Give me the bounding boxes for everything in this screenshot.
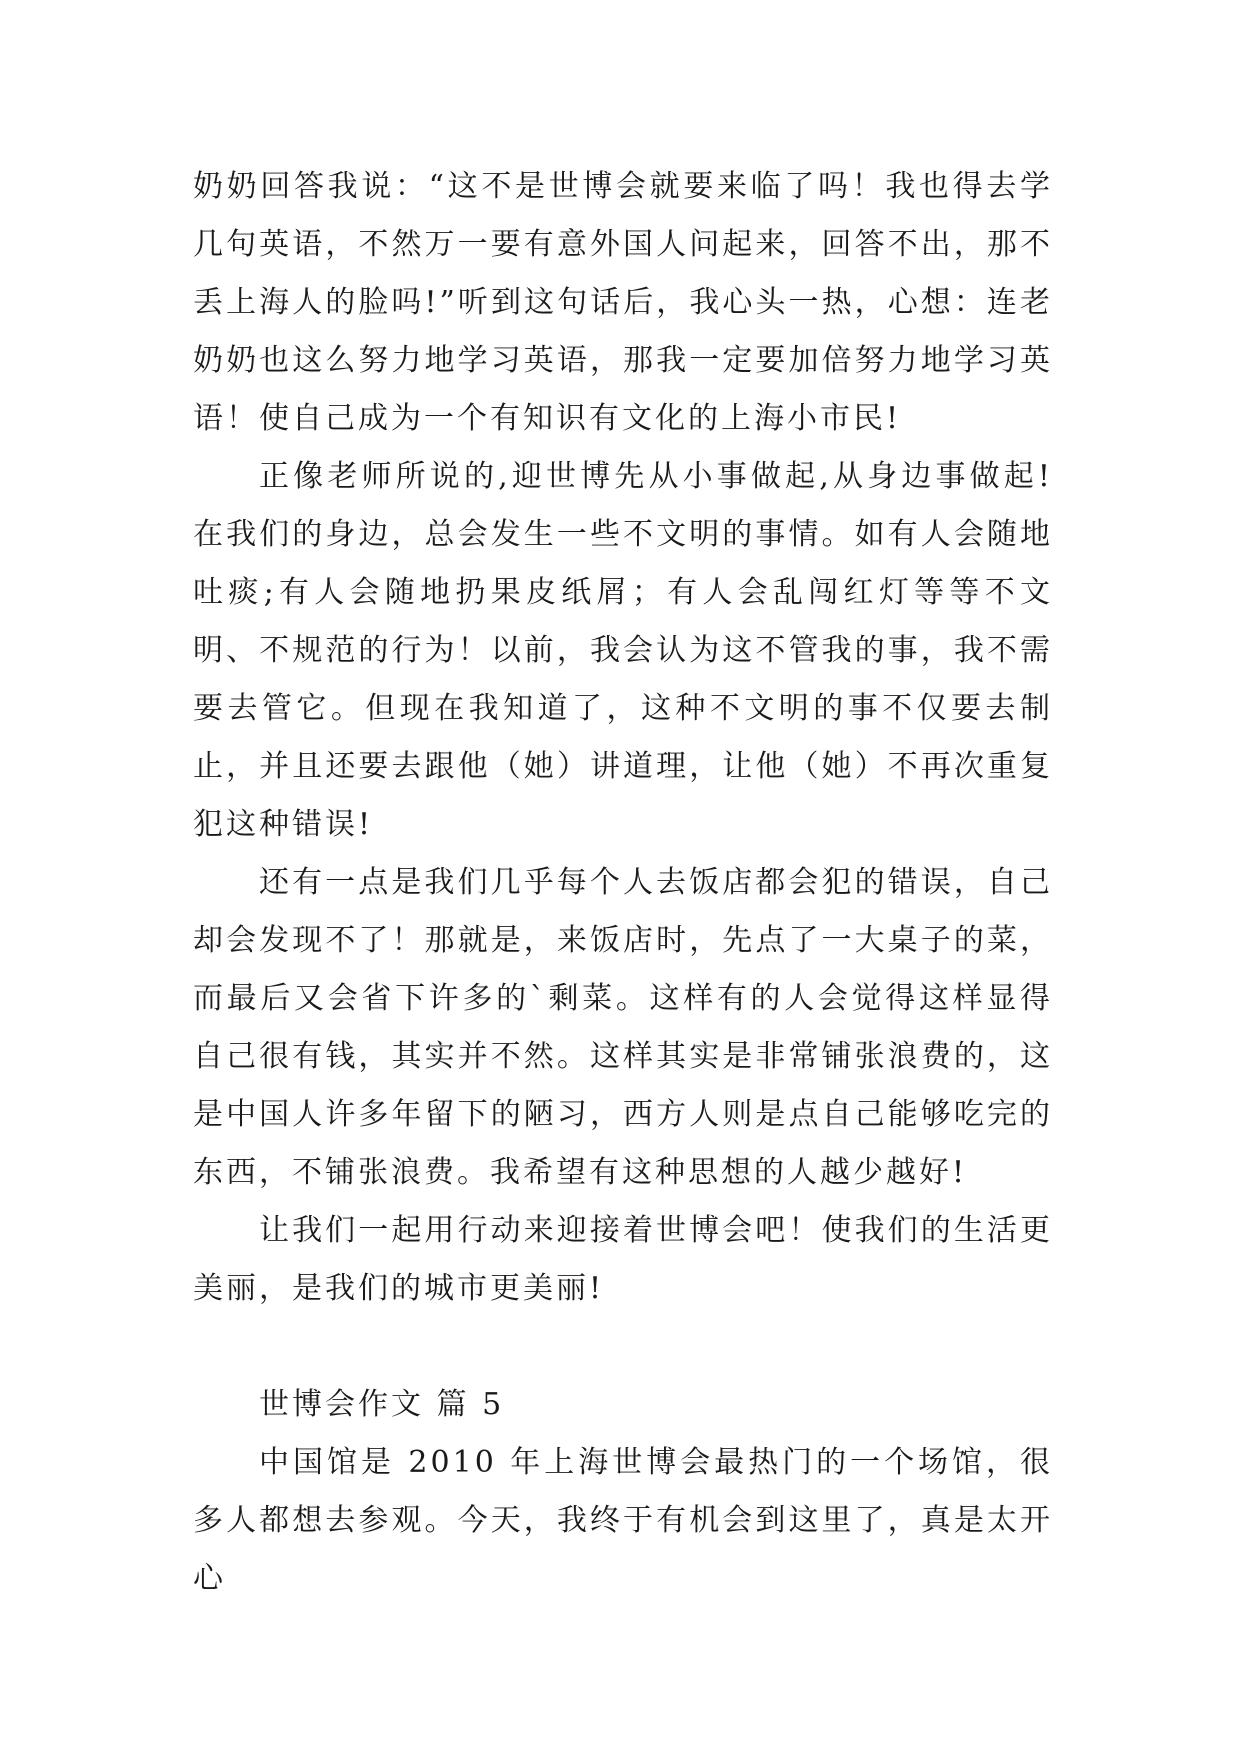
paragraph-conclusion: 让我们一起用行动来迎接着世博会吧！使我们的生活更美丽，是我们的城市更美丽! — [193, 1213, 1053, 1306]
paragraph-china-pavilion: 中国馆是 2010 年上海世博会最热门的一个场馆，很多人都想去参观。今天，我终于有机会到这里了，真是太开心 — [193, 1445, 1053, 1596]
paragraph-grandma-answer: 奶奶回答我说：“这不是世博会就要来临了吗！我也得去学几句英语，不然万一要有意外国人问起来，回答不出，那不丢上海人的脸吗!”听到这句话后，我心头一热，心想：连老奶奶也这么努力地学习英语，那我一定要加倍努力地学习英语！使自己成为一个有知识有文化的上海小市民! — [193, 169, 1053, 436]
section-spacer — [193, 1318, 1053, 1376]
document-body — [193, 158, 1053, 1608]
paragraph-restaurant-waste: 还有一点是我们几乎每个人去饭店都会犯的错误，自己却会发现不了！那就是，来饭店时，先点了一大桌子的菜，而最后又会省下许多的`剩菜。这样有的人会觉得这样显得自己很有钱，其实并不然。这样其实是非常铺张浪费的，这是中国人许多年留下的陋习，西方人则是点自己能够吃完的东西，不铺张浪费。我希望有这种思想的人越少越好! — [193, 865, 1053, 1190]
paragraph-civilized-behavior: 正像老师所说的,迎世博先从小事做起,从身边事做起!在我们的身边，总会发生一些不文明的事情。如有人会随地吐痰;有人会随地扔果皮纸屑；有人会乱闯红灯等等不文明、不规范的行为！以前，我会认为这不管我的事，我不需要去管它。但现在我知道了，这种不文明的事不仅要去制止，并且还要去跟他（她）讲道理，让他（她）不再次重复犯这种错误! — [193, 459, 1053, 842]
section-heading: 世博会作文 篇 5 — [259, 1387, 505, 1422]
